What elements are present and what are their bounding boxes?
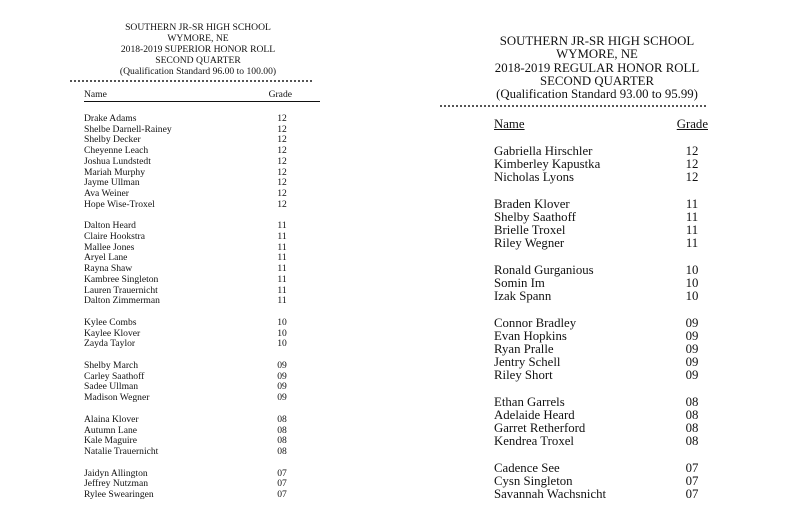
student-grade: 08: [685, 408, 699, 423]
student-name: Sadee Ullman: [84, 381, 139, 393]
superior-honor-roll: [76, 22, 320, 512]
student-name: Izak Spann: [494, 289, 552, 304]
student-grade: 10: [685, 263, 699, 278]
regular-header: [452, 35, 742, 101]
student-name: Kaylee Klover: [84, 327, 141, 339]
student-row: [84, 157, 320, 168]
student-grade: 08: [685, 434, 699, 449]
student-name: Ryan Pralle: [494, 342, 554, 357]
student-grade: 12: [277, 113, 287, 124]
student-name: Jeffrey Nutzman: [84, 478, 149, 490]
roll-title: 2018-2019 REGULAR HONOR ROLL: [494, 60, 700, 75]
student-name: Garret Retherford: [494, 421, 586, 436]
student-name: Somin Im: [494, 276, 545, 291]
student-name: Cheyenne Leach: [84, 145, 149, 157]
student-name: Autumn Lane: [84, 424, 138, 436]
student-grade: 09: [277, 370, 287, 382]
student-name: Ethan Garrels: [494, 395, 565, 410]
grade-group: [84, 361, 320, 404]
grade-column-header: Grade: [676, 117, 708, 132]
student-name: Shelbe Darnell-Rainey: [84, 123, 172, 135]
school-name: SOUTHERN JR-SR HIGH SCHOOL: [125, 22, 271, 33]
student-name: Brielle Troxel: [494, 223, 566, 238]
student-name: Mariah Murphy: [84, 166, 146, 178]
grade-group: [494, 198, 708, 250]
student-row: [494, 488, 708, 501]
student-name: Lauren Trauernicht: [84, 284, 158, 296]
student-name: Zayda Taylor: [84, 338, 136, 350]
student-row: [494, 435, 708, 448]
school-town: WYMORE, NE: [556, 47, 638, 62]
student-list: [494, 145, 708, 501]
grade-column-header: Grade: [268, 89, 292, 100]
student-grade: 11: [685, 210, 699, 225]
student-grade: 09: [685, 368, 699, 383]
dotted-divider: [440, 105, 706, 107]
student-name: Madison Wegner: [84, 392, 150, 404]
grade-group: [84, 415, 320, 458]
student-name: Natalie Trauernicht: [84, 445, 159, 457]
student-row: [84, 447, 320, 458]
student-name: Kambree Singleton: [84, 273, 159, 285]
grade-group: [84, 114, 320, 210]
dotted-divider: [70, 80, 312, 82]
student-grade: 11: [685, 236, 699, 251]
student-grade: 11: [277, 252, 287, 264]
student-grade: 11: [277, 273, 287, 285]
student-grade: 11: [277, 231, 287, 243]
student-row: [494, 237, 708, 250]
grade-group: [494, 462, 708, 501]
student-name: Ava Weiner: [84, 187, 129, 199]
student-grade: 08: [685, 421, 699, 436]
student-name: Rayna Shaw: [84, 263, 133, 275]
student-grade: 08: [277, 424, 287, 436]
name-column-header: Name: [84, 89, 107, 100]
student-name: Mallee Jones: [84, 241, 135, 253]
student-grade: 09: [277, 360, 287, 372]
superior-header: [76, 22, 320, 77]
student-row: [494, 171, 708, 184]
student-name: Claire Hookstra: [84, 231, 146, 243]
school-name: SOUTHERN JR-SR HIGH SCHOOL: [499, 34, 695, 48]
student-grade: 12: [277, 187, 287, 199]
student-grade: 12: [277, 198, 287, 210]
grade-group: [494, 145, 708, 184]
student-name: Gabriella Hirschler: [494, 144, 593, 159]
student-name: Adelaide Heard: [494, 408, 575, 423]
student-name: Jayme Ullman: [84, 177, 140, 189]
student-grade: 07: [685, 474, 699, 489]
student-name: Dalton Zimmerman: [84, 295, 160, 307]
school-town: WYMORE, NE: [167, 33, 229, 44]
student-grade: 07: [277, 478, 287, 490]
student-grade: 10: [277, 316, 287, 328]
student-grade: 12: [277, 123, 287, 135]
student-name: Dalton Heard: [84, 220, 136, 232]
student-name: Aryel Lane: [84, 252, 128, 264]
student-name: Riley Wegner: [494, 236, 565, 251]
quarter-label: SECOND QUARTER: [155, 55, 241, 66]
name-column-header: Name: [494, 117, 525, 132]
student-grade: 08: [277, 413, 287, 425]
student-grade: 09: [685, 355, 699, 370]
student-row: [84, 275, 320, 286]
student-grade: 10: [685, 289, 699, 304]
student-name: Jentry Schell: [494, 355, 561, 370]
student-name: Riley Short: [494, 368, 553, 383]
student-row: [84, 415, 320, 426]
student-grade: 08: [685, 395, 699, 410]
student-grade: 12: [277, 166, 287, 178]
student-name: Braden Klover: [494, 197, 570, 212]
student-grade: 12: [277, 155, 287, 167]
student-row: [494, 290, 708, 303]
student-grade: 10: [277, 327, 287, 339]
qualification-standard: (Qualification Standard 93.00 to 95.99): [496, 87, 698, 102]
student-name: Kale Maguire: [84, 435, 138, 447]
student-row: [84, 339, 320, 350]
student-grade: 11: [277, 295, 287, 307]
student-grade: 11: [277, 220, 287, 232]
student-grade: 12: [277, 145, 287, 157]
student-name: Shelby Saathoff: [494, 210, 576, 225]
student-grade: 11: [685, 197, 699, 212]
student-grade: 12: [277, 134, 287, 146]
quarter-label: SECOND QUARTER: [539, 73, 655, 88]
student-name: Hope Wise-Troxel: [84, 198, 155, 210]
qualification-standard: (Qualification Standard 96.00 to 100.00): [119, 66, 277, 77]
grade-group: [84, 469, 320, 501]
student-name: Shelby March: [84, 360, 139, 372]
student-grade: 11: [685, 223, 699, 238]
student-grade: 07: [685, 487, 699, 502]
student-list: [84, 114, 320, 501]
roll-title: 2018-2019 SUPERIOR HONOR ROLL: [120, 44, 276, 55]
student-name: Carley Saathoff: [84, 370, 145, 382]
student-grade: 10: [685, 276, 699, 291]
student-grade: 08: [277, 445, 287, 457]
student-name: Ronald Gurganious: [494, 263, 594, 278]
student-row: [84, 393, 320, 404]
student-name: Rylee Swearingen: [84, 489, 154, 501]
student-grade: 07: [277, 489, 287, 501]
student-row: [84, 490, 320, 501]
student-grade: 07: [277, 467, 287, 479]
column-header: [84, 89, 320, 102]
student-row: [84, 296, 320, 307]
student-row: [84, 200, 320, 211]
student-grade: 09: [277, 381, 287, 393]
student-grade: 11: [277, 284, 287, 296]
grade-group: [494, 264, 708, 303]
student-name: Kendrea Troxel: [494, 434, 574, 449]
grade-group: [494, 317, 708, 382]
student-name: Savannah Wachsnicht: [494, 487, 607, 502]
student-grade: 12: [277, 177, 287, 189]
student-name: Evan Hopkins: [494, 329, 567, 344]
student-grade: 11: [277, 241, 287, 253]
student-grade: 09: [685, 316, 699, 331]
regular-honor-roll: [452, 35, 742, 515]
student-grade: 11: [277, 263, 287, 275]
student-name: Nicholas Lyons: [494, 170, 574, 185]
student-name: Kimberley Kapustka: [494, 157, 601, 172]
grade-group: [494, 396, 708, 448]
student-name: Joshua Lundstedt: [84, 155, 151, 167]
student-grade: 10: [277, 338, 287, 350]
student-grade: 08: [277, 435, 287, 447]
student-name: Cadence See: [494, 461, 560, 476]
student-grade: 12: [685, 170, 699, 185]
column-header: [494, 117, 708, 131]
student-name: Cysn Singleton: [494, 474, 573, 489]
student-grade: 12: [685, 157, 699, 172]
student-name: Drake Adams: [84, 113, 137, 124]
student-grade: 09: [277, 392, 287, 404]
student-name: Alaina Klover: [84, 413, 139, 425]
student-name: Kylee Combs: [84, 316, 137, 328]
grade-group: [84, 221, 320, 307]
student-grade: 12: [685, 144, 699, 159]
student-grade: 07: [685, 461, 699, 476]
grade-group: [84, 318, 320, 350]
student-name: Connor Bradley: [494, 316, 577, 331]
student-grade: 09: [685, 329, 699, 344]
student-grade: 09: [685, 342, 699, 357]
student-row: [494, 369, 708, 382]
student-name: Shelby Decker: [84, 134, 141, 146]
student-name: Jaidyn Allington: [84, 467, 148, 479]
